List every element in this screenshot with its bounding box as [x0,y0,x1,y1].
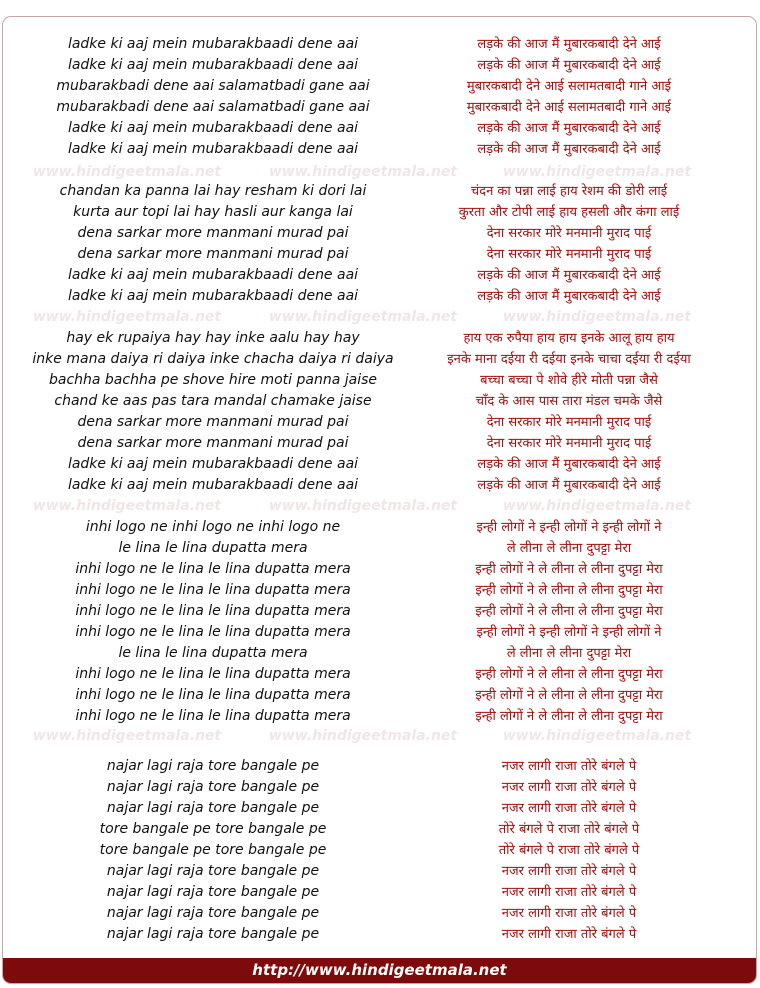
watermark-text: www.hindigeetmala.net [502,309,692,325]
lyric-hindi-text: कुरता और टोपी लाई हाय हसली और कंगा लाई [458,205,680,220]
lyric-hindi-text: लड़के की आज मैं मुबारकबादी देने आई [477,142,661,157]
lyric-hindi-text: देना सरकार मोरे मनमानी मुराद पाई [486,247,652,262]
lyric-line [3,433,756,454]
lyric-roman-text: kurta aur topi lai hay hasli aur kanga lai [73,204,353,220]
lyric-hindi-text: ले लीना ले लीना दुपट्टा मेरा [506,646,632,661]
watermark-row [3,163,756,181]
lyric-hindi-text: नजर लागी राजा तोरे बंगले पे [501,864,637,879]
lyric-hindi-text: तोरे बंगले पे राजा तोरे बंगले पे [498,822,640,837]
lyric-hindi-text: इन्ही लोगों ने इन्ही लोगों ने इन्ही लोगों ने [476,520,662,535]
watermark-text: www.hindigeetmala.net [502,728,692,744]
watermark-text: www.hindigeetmala.net [268,164,458,180]
lyric-hindi-text: इन्ही लोगों ने ले लीना ले लीना दुपट्टा मेरा [475,688,663,703]
lyric-roman-text: ladke ki aaj mein mubarakbaadi dene aai [67,267,359,283]
lyric-hindi-text: लड़के की आज मैं मुबारकबादी देने आई [477,268,661,283]
lyric-hindi-text: हाय एक रुपैया हाय हाय इनके आलू हाय हाय [463,331,675,346]
lyric-roman-text: inhi logo ne le lina le lina dupatta mera [75,561,351,577]
lyric-roman-text: mubarakbadi dene aai salamatbadi gane aai [56,78,370,94]
lyrics-stanza [3,328,756,496]
lyric-roman-text: ladke ki aaj mein mubarakbaadi dene aai [67,57,359,73]
lyric-line [3,202,756,223]
lyric-hindi-text: मुबारकबादी देने आई सलामतबादी गाने आई [466,79,672,94]
watermark-row [3,727,756,745]
lyric-hindi-text: इन्ही लोगों ने ले लीना ले लीना दुपट्टा मेरा [475,583,663,598]
lyric-line [3,861,756,882]
lyric-roman-text: najar lagi raja tore bangale pe [106,863,320,879]
lyric-hindi-text: लड़के की आज मैं मुबारकबादी देने आई [477,457,661,472]
lyric-hindi-text: लड़के की आज मैं मुबारकबादी देने आई [477,121,661,136]
lyric-roman-text: inhi logo ne le lina le lina dupatta mera [75,603,351,619]
lyric-line [3,538,756,559]
lyric-roman-text: inhi logo ne le lina le lina dupatta mera [75,708,351,724]
lyric-roman-text: najar lagi raja tore bangale pe [106,800,320,816]
lyric-roman-text: ladke ki aaj mein mubarakbaadi dene aai [67,36,359,52]
lyric-line [3,370,756,391]
lyric-hindi-text: नजर लागी राजा तोरे बंगले पे [501,885,637,900]
watermark-text: www.hindigeetmala.net [502,164,692,180]
footer-website-link[interactable]: http://www.hindigeetmala.net [252,961,507,979]
lyric-line [3,819,756,840]
lyric-line [3,97,756,118]
lyric-line [3,76,756,97]
lyric-roman-text: ladke ki aaj mein mubarakbaadi dene aai [67,288,359,304]
lyric-roman-text: tore bangale pe tore bangale pe [99,842,327,858]
lyric-line [3,756,756,777]
lyric-line [3,924,756,945]
lyric-hindi-text: बच्चा बच्चा पे शोवे हीरे मोती पन्ना जैसे [480,373,658,388]
lyric-line [3,580,756,601]
lyric-line [3,840,756,861]
lyric-line [3,55,756,76]
lyric-hindi-text: नजर लागी राजा तोरे बंगले पे [501,927,637,942]
lyric-line [3,391,756,412]
lyric-roman-text: inhi logo ne inhi logo ne inhi logo ne [85,519,341,535]
lyric-line [3,664,756,685]
lyric-hindi-text: चाँद के आस पास तारा मंडल चमके जैसे [475,394,663,409]
lyric-roman-text: ladke ki aaj mein mubarakbaadi dene aai [67,120,359,136]
lyric-roman-text: inhi logo ne le lina le lina dupatta mera [75,687,351,703]
lyric-line [3,903,756,924]
lyric-roman-text: inhi logo ne le lina le lina dupatta mera [75,666,351,682]
lyric-line [3,622,756,643]
lyric-roman-text: le lina le lina dupatta mera [118,540,308,556]
lyric-roman-text: najar lagi raja tore bangale pe [106,926,320,942]
lyric-hindi-text: मुबारकबादी देने आई सलामतबादी गाने आई [466,100,672,115]
lyric-line [3,475,756,496]
lyric-hindi-text: देना सरकार मोरे मनमानी मुराद पाई [486,226,652,241]
lyric-hindi-text: इनके माना दईया री दईया इनके चाचा दईया री दईया [447,352,691,367]
lyric-roman-text: dena sarkar more manmani murad pai [77,414,349,430]
lyric-roman-text: le lina le lina dupatta mera [118,645,308,661]
lyrics-stanza [3,756,756,945]
lyric-roman-text: chandan ka panna lai hay resham ki dori lai [59,183,367,199]
lyric-hindi-text: इन्ही लोगों ने ले लीना ले लीना दुपट्टा मेरा [475,667,663,682]
watermark-text: www.hindigeetmala.net [32,498,222,514]
watermark-text: www.hindigeetmala.net [32,309,222,325]
lyrics-page [2,16,757,984]
lyric-roman-text: ladke ki aaj mein mubarakbaadi dene aai [67,477,359,493]
lyric-roman-text: najar lagi raja tore bangale pe [106,758,320,774]
watermark-row [3,308,756,326]
lyric-roman-text: dena sarkar more manmani murad pai [77,435,349,451]
lyric-roman-text: najar lagi raja tore bangale pe [106,779,320,795]
lyric-line [3,412,756,433]
lyric-line [3,181,756,202]
lyric-line [3,882,756,903]
lyric-hindi-text: लड़के की आज मैं मुबारकबादी देने आई [477,37,661,52]
lyric-hindi-text: इन्ही लोगों ने ले लीना ले लीना दुपट्टा मेरा [475,562,663,577]
lyric-line [3,601,756,622]
lyric-hindi-text: नजर लागी राजा तोरे बंगले पे [501,780,637,795]
watermark-text: www.hindigeetmala.net [268,498,458,514]
lyric-hindi-text: नजर लागी राजा तोरे बंगले पे [501,906,637,921]
lyric-line [3,643,756,664]
watermark-text: www.hindigeetmala.net [268,728,458,744]
lyric-hindi-text: लड़के की आज मैं मुबारकबादी देने आई [477,58,661,73]
lyric-line [3,328,756,349]
lyric-hindi-text: देना सरकार मोरे मनमानी मुराद पाई [486,436,652,451]
lyric-roman-text: chand ke aas pas tara mandal chamake jaise [54,393,372,409]
lyric-hindi-text: लड़के की आज मैं मुबारकबादी देने आई [477,289,661,304]
lyric-roman-text: ladke ki aaj mein mubarakbaadi dene aai [67,141,359,157]
lyric-hindi-text: लड़के की आज मैं मुबारकबादी देने आई [477,478,661,493]
lyrics-stanza [3,34,756,160]
footer-bar [3,958,756,983]
lyric-line [3,685,756,706]
lyric-line [3,798,756,819]
lyric-line [3,517,756,538]
lyric-roman-text: najar lagi raja tore bangale pe [106,905,320,921]
lyric-line [3,118,756,139]
lyric-hindi-text: नजर लागी राजा तोरे बंगले पे [501,759,637,774]
watermark-text: www.hindigeetmala.net [502,498,692,514]
lyric-roman-text: najar lagi raja tore bangale pe [106,884,320,900]
lyric-hindi-text: इन्ही लोगों ने ले लीना ले लीना दुपट्टा मेरा [475,604,663,619]
lyric-line [3,559,756,580]
lyric-hindi-text: इन्ही लोगों ने ले लीना ले लीना दुपट्टा मेरा [475,709,663,724]
lyric-roman-text: bachha bachha pe shove hire moti panna jaise [48,372,378,388]
lyric-roman-text: mubarakbadi dene aai salamatbadi gane aai [56,99,370,115]
lyric-roman-text: ladke ki aaj mein mubarakbaadi dene aai [67,456,359,472]
lyric-line [3,706,756,727]
lyric-hindi-text: ले लीना ले लीना दुपट्टा मेरा [506,541,632,556]
lyric-roman-text: inke mana daiya ri daiya inke chacha daiya ri daiya [32,351,394,367]
watermark-text: www.hindigeetmala.net [268,309,458,325]
lyric-roman-text: inhi logo ne le lina le lina dupatta mera [75,582,351,598]
lyric-hindi-text: चंदन का पन्ना लाई हाय रेशम की डोरी लाई [470,184,668,199]
lyric-roman-text: dena sarkar more manmani murad pai [77,246,349,262]
lyrics-stanza [3,517,756,727]
lyric-roman-text: inhi logo ne le lina le lina dupatta mera [75,624,351,640]
watermark-text: www.hindigeetmala.net [32,728,222,744]
watermark-row [3,497,756,515]
lyric-hindi-text: तोरे बंगले पे राजा तोरे बंगले पे [498,843,640,858]
lyric-line [3,265,756,286]
lyric-line [3,454,756,475]
lyric-roman-text: hay ek rupaiya hay hay inke aalu hay hay [66,330,360,346]
watermark-text: www.hindigeetmala.net [32,164,222,180]
lyric-roman-text: dena sarkar more manmani murad pai [77,225,349,241]
lyric-hindi-text: इन्ही लोगों ने इन्ही लोगों ने इन्ही लोगों ने [476,625,662,640]
lyric-line [3,777,756,798]
lyric-line [3,244,756,265]
lyric-hindi-text: नजर लागी राजा तोरे बंगले पे [501,801,637,816]
lyric-line [3,34,756,55]
lyric-line [3,286,756,307]
lyric-line [3,139,756,160]
lyrics-stanza [3,181,756,307]
lyric-line [3,349,756,370]
lyric-hindi-text: देना सरकार मोरे मनमानी मुराद पाई [486,415,652,430]
lyric-line [3,223,756,244]
lyric-roman-text: tore bangale pe tore bangale pe [99,821,327,837]
